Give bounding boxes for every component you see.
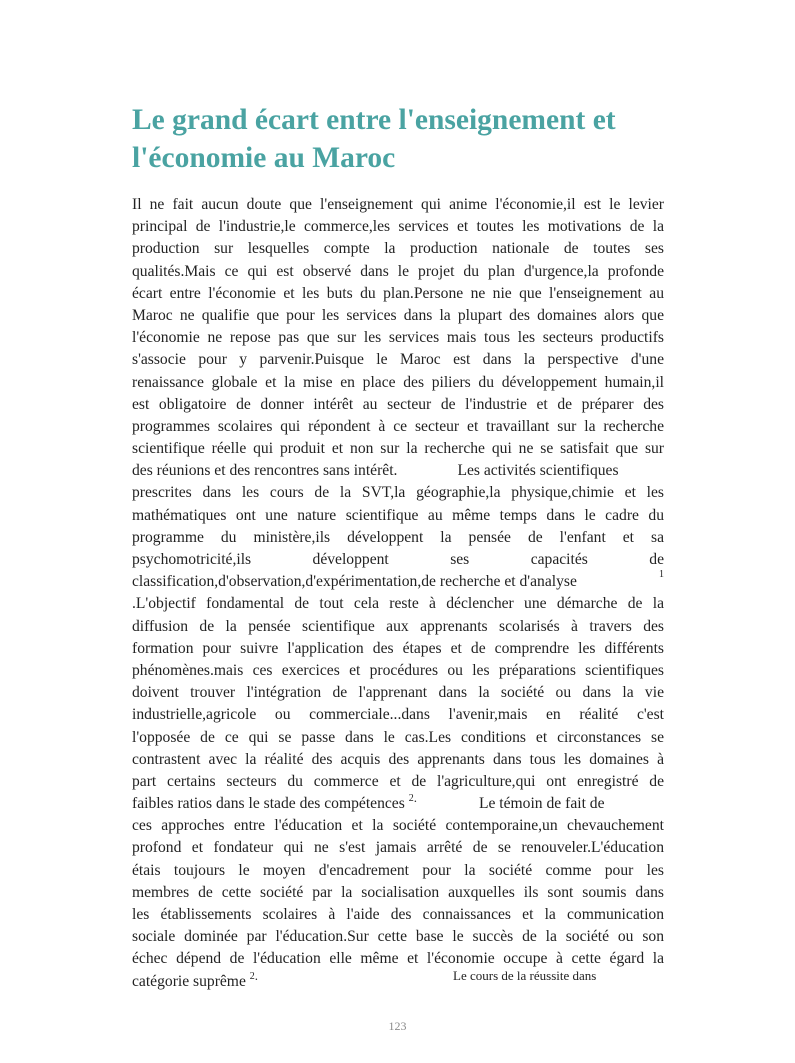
text-line: s'associe pour y parvenir.Puisque le Maroc est dans la perspective d'une <box>132 351 664 369</box>
text-line: membres de cette société par la socialisation auxquelles ils sont soumis dans <box>132 883 664 901</box>
text-line: sociale dominée par l'éducation.Sur cette base le succès de la société ou son <box>132 928 664 946</box>
text-line: est obligatoire de donner intérêt au secteur de l'industrie et de préparer des <box>132 395 664 413</box>
text-line: prescrites dans les cours de la SVT,la géographie,la physique,chimie et les <box>132 484 664 502</box>
text-line: contrastent avec la réalité des acquis des apprenants dans tous les domaines à <box>132 750 664 768</box>
text-line: scientifique réelle qui produit et non sur la recherche qui ne se satisfait que sur <box>132 440 664 458</box>
text-line: Il ne fait aucun doute que l'enseignement qui anime l'économie,il est le levier <box>132 196 664 213</box>
text-line <box>132 790 664 815</box>
text-segment: Les activités scientifiques <box>457 462 619 480</box>
text-line: profond et fondateur qui ne s'est jamais arrêté de se renouveler.L'éducation <box>132 839 664 857</box>
text-line: part certains secteurs du commerce et de l'agriculture,qui ont enregistré de <box>132 772 664 790</box>
text-line: étais toujours le moyen d'encadrement pour la société comme pour les <box>132 861 664 879</box>
text-line: écart entre l'économie et les buts du plan.Persone ne nie que l'enseignement au <box>132 284 664 302</box>
footnote-dot: . <box>413 790 417 806</box>
text-line: .L'objectif fondamental de tout cela reste à déclencher une démarche de la <box>132 595 664 613</box>
page-title: Le grand écart entre l'enseignement et l'économie au Maroc <box>132 104 616 174</box>
text-line: production sur lesquelles compte la production nationale de toutes ses <box>132 240 664 258</box>
text-line: programme du ministère,ils développent la pensée de l'enfant et sa <box>132 528 664 546</box>
text-segment: catégorie suprême <box>132 972 246 990</box>
text-segment: Le témoin de fait de <box>478 795 605 813</box>
text-line: les établissements scolaires à l'aide des connaissances et la communication <box>132 906 664 923</box>
text-line: qualités.Mais ce qui est observé dans le projet du plan d'urgence,la profonde <box>132 262 664 280</box>
text-line <box>132 967 664 993</box>
text-line <box>132 460 664 482</box>
text-line: l'opposée de ce qui se passe dans le cas.Les conditions et circonstances se <box>132 728 664 746</box>
text-line: Maroc ne qualifie que pour les services dans la plupart des domaines alors que <box>132 306 664 324</box>
text-segment: faibles ratios dans le stade des compétences <box>132 795 405 813</box>
text-line: doivent trouver l'intégration de l'apprenant dans la société ou dans la vie <box>132 684 664 702</box>
footnote-marker: 2 <box>408 793 414 805</box>
footnote-dot: . <box>254 967 259 983</box>
text-line: diffusion de la pensée scientifique aux apprenants scolarisés à travers des <box>132 617 664 635</box>
text-line: industrielle,agricole ou commerciale...dans l'avenir,mais en réalité c'est <box>132 706 664 724</box>
body-text <box>132 194 664 993</box>
footnote-marker: 2 <box>249 970 255 982</box>
text-line <box>132 571 664 593</box>
text-segment: des réunions et des rencontres sans intérêt. <box>132 462 398 480</box>
footnote-marker: 1 <box>659 569 664 581</box>
text-line: échec dépend de l'éducation elle même et l'économie occupe à cette égard la <box>132 950 664 968</box>
text-segment: classification,d'observation,d'expérimentation,de recherche et d'analyse <box>132 573 577 591</box>
text-line: formation pour suivre l'application des étapes et de comprendre les différents <box>132 639 664 657</box>
text-line: mathématiques ont une nature scientifique au même temps dans le cadre du <box>132 506 664 524</box>
text-line: psychomotricité,ils développent ses capacités de <box>132 551 664 568</box>
text-line: principal de l'industrie,le commerce,les services et toutes les motivations de la <box>132 218 664 236</box>
text-line: l'économie ne repose pas que sur les services mais tous les secteurs productifs <box>132 329 664 347</box>
page-number: 123 <box>388 1019 407 1033</box>
text-segment: Le cours de la réussite dans <box>453 967 597 983</box>
text-line: phénomènes.mais ces exercices et procédures ou les préparations scientifiques <box>132 661 664 679</box>
text-line: ces approches entre l'éducation et la société contemporaine,un chevauchement <box>132 817 664 835</box>
text-line: programmes scolaires qui répondent à ce secteur et travaillant sur la recherche <box>132 417 664 435</box>
text-line: renaissance globale et la mise en place des piliers du développement humain,il <box>132 373 664 391</box>
